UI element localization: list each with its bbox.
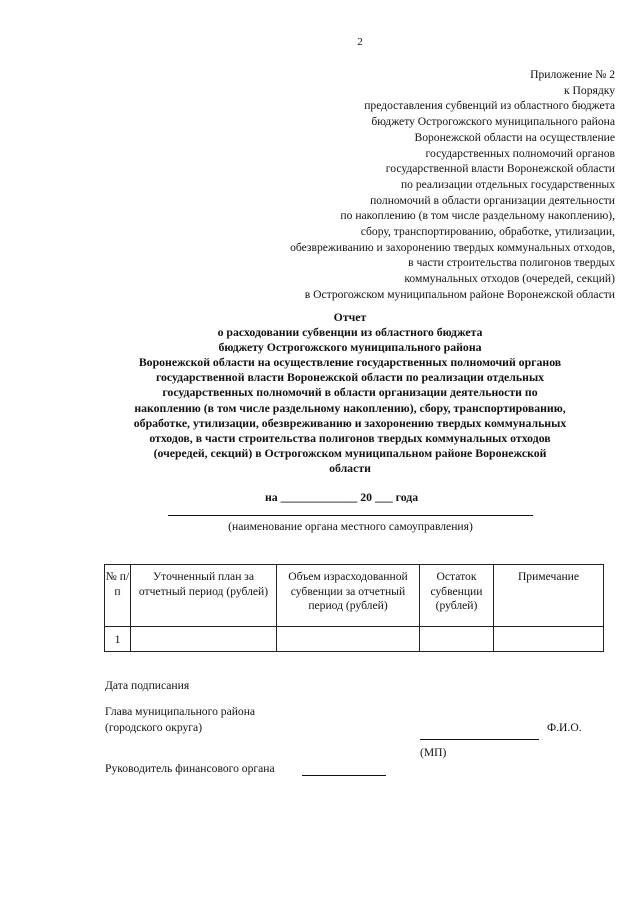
head-label-line: (городского округа) (105, 720, 203, 734)
org-name-caption: (наименование органа местного самоуправления) (228, 520, 473, 533)
appendix-line: полномочий в области организации деятельности (370, 193, 615, 207)
appendix-line: сбору, транспортированию, обработке, утилизации, (360, 225, 615, 239)
title-line: государственных полномочий в области организации деятельности по (162, 385, 538, 400)
report-period: на _____________ 20 ___ года (265, 490, 419, 504)
subvention-report-table (104, 564, 604, 652)
appendix-line: обезвреживанию и захоронению твердых коммунальных отходов, (290, 240, 615, 254)
appendix-header (195, 67, 615, 303)
table-cell-spent (277, 627, 420, 652)
table-cell-plan (131, 627, 277, 652)
title-line: Отчет (333, 310, 367, 324)
head-signature-line (420, 739, 539, 740)
page-number: 2 (357, 36, 363, 48)
col-header-note: Примечание (494, 565, 604, 627)
title-line: накоплению (в том числе раздельному накоплению), сбору, транспортированию, (134, 400, 566, 415)
title-line: обработке, утилизации, обезвреживанию и захоронению твердых коммунальных (133, 415, 567, 430)
title-line: о расходовании субвенции из областного бюджета (217, 325, 483, 340)
full-name-label: Ф.И.О. (547, 721, 582, 734)
col-header-number: № п/п (105, 565, 131, 627)
appendix-line: государственных полномочий органов (425, 146, 615, 160)
appendix-line: предоставления субвенций из областного бюджета (364, 99, 615, 113)
title-line: (очередей, секций) в Острогожском муниципальном районе Воронежской (153, 445, 547, 460)
appendix-line: по накоплению (в том числе раздельному накоплению), (340, 209, 615, 223)
appendix-line: государственной власти Воронежской области (385, 162, 615, 176)
title-line: государственной власти Воронежской области по реализации отдельных (155, 370, 545, 385)
table-cell-remainder (420, 627, 494, 652)
appendix-line: в Острогожском муниципальном районе Воронежской области (304, 287, 615, 301)
title-line: отходов, в части строительства полигонов твердых коммунальных отходов (149, 430, 551, 445)
stamp-placeholder: (МП) (420, 746, 447, 759)
col-header-spent: Объем израсходованной субвенции за отчетный период (рублей) (277, 565, 420, 627)
title-line: Воронежской области на осуществление государственных полномочий органов (138, 355, 562, 370)
col-header-remainder: Остаток субвенции (рублей) (420, 565, 494, 627)
title-line: бюджету Острогожского муниципального района (218, 340, 482, 355)
head-label-line: Глава муниципального района (105, 705, 256, 718)
appendix-line: бюджету Острогожского муниципального района (371, 115, 615, 129)
table-cell-number: 1 (105, 627, 131, 652)
signing-date-label: Дата подписания (105, 679, 190, 692)
finance-head-label: Руководитель финансового органа (105, 762, 275, 775)
table-cell-note (494, 627, 604, 652)
org-name-fill-line (168, 515, 533, 516)
appendix-line: коммунальных отходов (очередей, секций) (404, 272, 615, 286)
report-title (100, 310, 600, 476)
appendix-line: к Порядку (564, 83, 615, 97)
appendix-line: в части строительства полигонов твердых (408, 256, 615, 270)
table-row (105, 627, 604, 652)
appendix-line: Воронежской области на осуществление (414, 130, 615, 144)
head-of-district-label (105, 704, 255, 735)
title-line: области (329, 460, 371, 475)
table-header-row (105, 565, 604, 627)
appendix-line: по реализации отдельных государственных (400, 177, 615, 191)
finance-signature-line (302, 775, 386, 776)
appendix-line: Приложение № 2 (530, 68, 615, 81)
col-header-plan: Уточненный план за отчетный период (рублей) (131, 565, 277, 627)
